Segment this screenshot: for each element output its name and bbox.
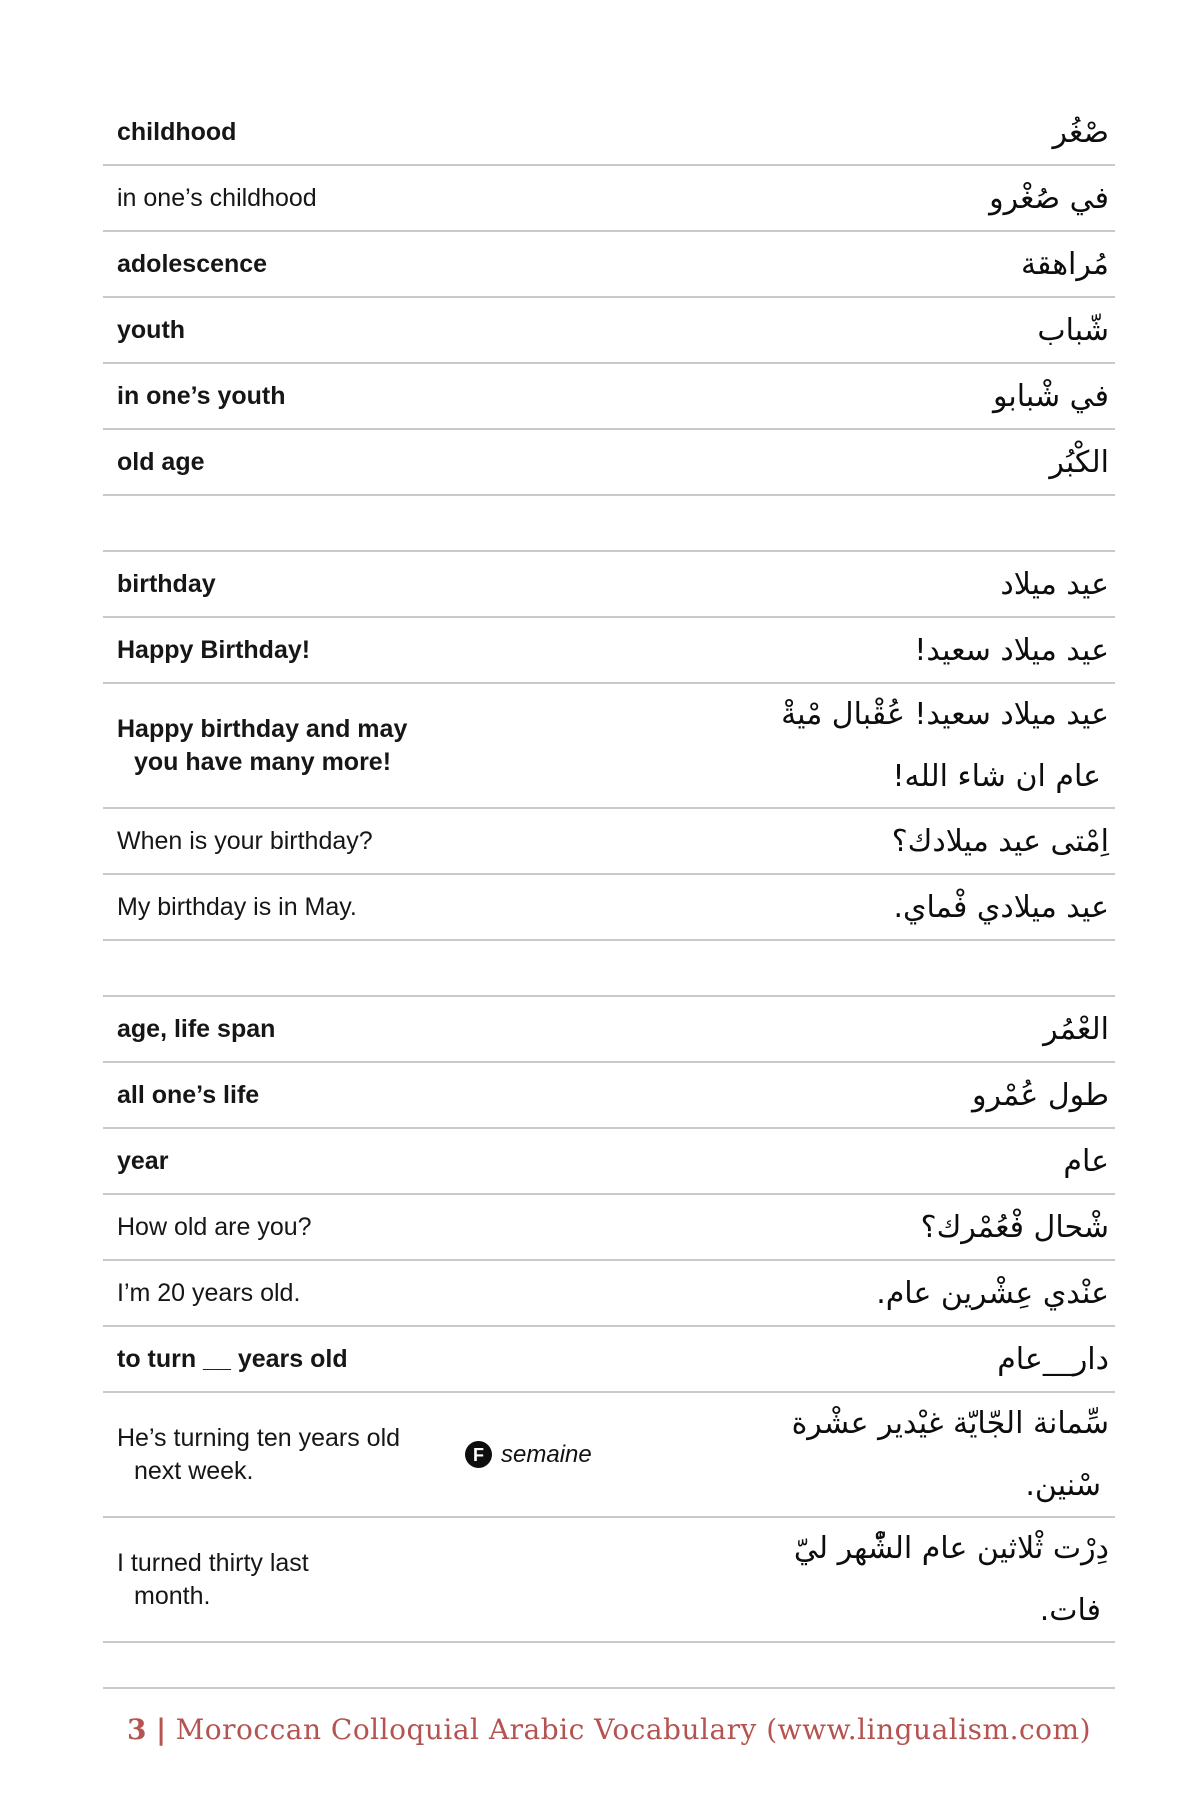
vocab-row [103,1518,1115,1643]
vocab-row [103,1393,1115,1518]
vocab-row [103,1129,1115,1195]
arabic-text [794,1518,1115,1641]
english-text [103,380,286,413]
arabic-text [972,1073,1115,1118]
arabic-text [989,176,1115,221]
arabic-line: عيد ميلاد سعيد! [914,632,1109,668]
english-text [103,182,317,215]
arabic-text [1037,308,1115,353]
arabic-line: سِّمانة الجّايّة غيْدير عشْرة [791,1406,1109,1441]
english-line: next week. [134,1456,254,1485]
section-spacer [103,941,1115,997]
english-line: in one’s youth [117,381,286,410]
arabic-line: مُراهقة [1020,246,1109,282]
english-text [103,1145,168,1178]
arabic-text [993,374,1115,419]
english-line: year [117,1146,169,1175]
english-text [103,825,373,858]
arabic-line: دار__عام [997,1341,1109,1377]
english-text [103,446,205,479]
english-line: you have many more! [134,747,392,776]
english-text [103,314,185,347]
english-text [103,1547,309,1613]
english-line: in one’s childhood [117,183,317,212]
arabic-line: عيد ميلاد [1000,566,1109,602]
english-line: month. [134,1581,211,1610]
arabic-text [876,1271,1115,1316]
vocab-row [103,166,1115,232]
english-line: age, life span [117,1014,276,1043]
vocab-row [103,875,1115,941]
english-line: He’s turning ten years old [117,1423,401,1452]
english-line: birthday [117,569,216,598]
arabic-text [781,684,1115,807]
arabic-line: سْنين. [1025,1467,1101,1503]
section-spacer [103,496,1115,552]
english-line: Happy Birthday! [117,635,311,664]
english-text [103,1277,300,1310]
vocab-row [103,809,1115,875]
arabic-text [914,628,1115,673]
section-spacer [103,1643,1115,1689]
arabic-line: صْغُر [1052,114,1109,150]
arabic-text [894,885,1115,930]
english-text [103,1013,275,1046]
arabic-text [1000,562,1115,607]
footer-title: Moroccan Colloquial Arabic Vocabulary (www.lingualism.com) [175,1713,1092,1746]
english-line: youth [117,315,186,344]
vocabulary-page [103,100,1115,1746]
arabic-line: الكْبُر [1049,444,1109,480]
arabic-text [997,1337,1115,1382]
arabic-text [1021,242,1115,287]
vocab-row [103,618,1115,684]
english-text [103,891,357,924]
english-text [103,568,216,601]
vocab-row [103,1261,1115,1327]
arabic-line: عيد ميلادي فْماي. [893,889,1109,925]
vocab-row [103,552,1115,618]
arabic-line: عنْدي عِشْرين عام. [876,1275,1109,1311]
english-line: adolescence [117,249,268,278]
arabic-text [1043,1007,1115,1052]
english-line: all one’s life [117,1080,260,1109]
arabic-line: طول عُمْرو [972,1077,1109,1113]
vocab-row [103,364,1115,430]
gender-note [465,1441,592,1469]
arabic-text [1049,440,1115,485]
arabic-text [921,1205,1115,1250]
feminine-gender-icon: F [465,1441,492,1468]
vocab-row [103,232,1115,298]
arabic-line: عام ان شاء الله! [892,758,1101,794]
arabic-line: شْحال فْعُمْرك؟ [920,1209,1109,1245]
arabic-line: العْمُر [1043,1011,1109,1047]
page-footer [103,1713,1115,1746]
vocab-row [103,997,1115,1063]
arabic-line: عام [1063,1143,1109,1179]
english-line: Happy birthday and may [117,714,408,743]
vocab-table [103,100,1115,1689]
vocab-row [103,298,1115,364]
gender-note-label: semaine [501,1440,592,1468]
arabic-line: في شْبابو [992,378,1109,414]
arabic-line: دِرْت ثْلاثين عام الشّْهر ليّ [793,1531,1109,1566]
arabic-line: فات. [1039,1592,1101,1628]
vocab-row [103,1327,1115,1393]
english-line: childhood [117,117,237,146]
arabic-text [1053,110,1116,155]
english-line: My birthday is in May. [117,892,357,921]
vocab-row [103,430,1115,496]
arabic-line: في صُغْرو [989,180,1109,216]
vocab-row [103,100,1115,166]
english-line: When is your birthday? [117,826,373,855]
english-text [103,248,267,281]
english-line: I’m 20 years old. [117,1278,301,1307]
english-text [103,116,236,149]
english-line: old age [117,447,205,476]
arabic-text [1063,1139,1115,1184]
english-text [103,713,407,779]
english-line: to turn __ years old [117,1344,348,1373]
footer-separator: | [155,1713,167,1746]
vocab-row [103,1195,1115,1261]
english-text [103,1211,312,1244]
english-text [103,634,310,667]
vocab-row [103,684,1115,809]
english-line: I turned thirty last [117,1548,309,1577]
english-text [103,1422,400,1488]
arabic-line: عيد ميلاد سعيد! عُقْبال مْيةْ [781,697,1109,732]
english-line: How old are you? [117,1212,312,1241]
page-number: 3 [126,1713,147,1746]
arabic-line: شّباب [1037,312,1109,348]
english-text [103,1079,259,1112]
vocab-row [103,1063,1115,1129]
english-text [103,1343,348,1376]
arabic-line: اِمْتى عيد ميلادك؟ [891,823,1109,859]
arabic-text [792,1393,1115,1516]
arabic-text [892,819,1115,864]
